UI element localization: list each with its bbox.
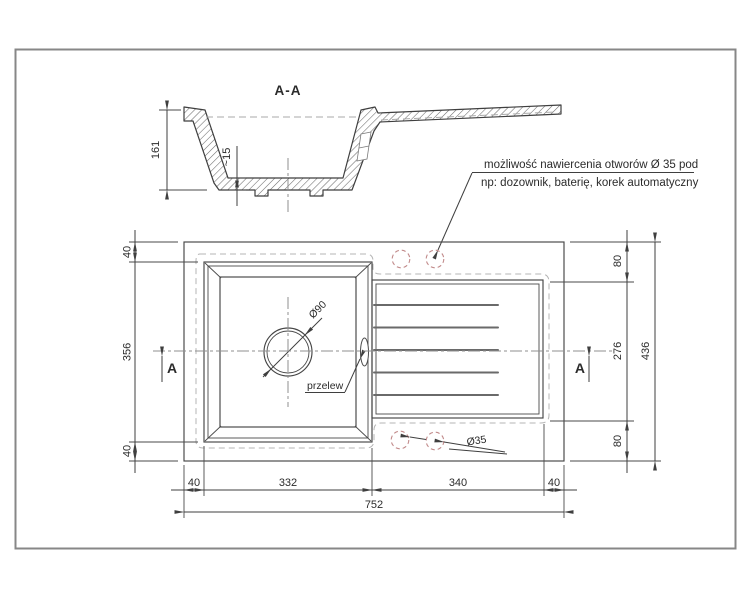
tap-hole	[391, 431, 409, 449]
plan-view	[153, 242, 612, 461]
tap-hole	[392, 250, 410, 268]
dim-right-top: 80	[612, 254, 624, 268]
cut-marker-left	[162, 356, 177, 382]
dim-bottom-total: 752	[364, 499, 384, 511]
dim-bottom-3: 340	[448, 477, 468, 489]
note-leader	[438, 173, 472, 250]
dim-bottom-2: 332	[278, 477, 298, 489]
dim-15-label: ~15	[221, 147, 233, 167]
note-line2: np: dozownik, baterię, korek automatyczny	[481, 177, 699, 189]
dim-right-mid: 276	[612, 341, 624, 361]
drain-diameter-label: Ø90	[306, 298, 330, 322]
hole-diameter-label: Ø35	[465, 433, 488, 449]
dim-left-mid: 356	[121, 342, 134, 362]
dim-left-bottom: 40	[121, 444, 134, 458]
overflow-label: przelew	[307, 380, 344, 392]
dim-bottom-1: 40	[187, 477, 201, 489]
tap-hole	[426, 432, 444, 450]
drill-holes-note	[438, 159, 699, 250]
cut-letter-right: A	[574, 360, 585, 376]
dim-161-label: 161	[150, 140, 162, 160]
note-line1: możliwość nawiercenia otworów Ø 35 pod	[484, 159, 699, 171]
overflow-slot	[361, 338, 369, 366]
section-view	[150, 83, 561, 214]
dim-right-total: 436	[640, 341, 652, 361]
cut-letter-left: A	[167, 360, 178, 376]
dim-bottom-4: 40	[547, 477, 561, 489]
section-title: A-A	[274, 83, 302, 98]
drainboard	[372, 280, 543, 418]
hole-diameter-leader	[410, 434, 507, 454]
overflow-label-group	[305, 359, 360, 393]
dim-left-top: 40	[121, 245, 134, 259]
cut-marker-right	[575, 356, 589, 382]
tap-hole	[426, 250, 444, 268]
dim-right-bottom: 80	[612, 434, 624, 448]
